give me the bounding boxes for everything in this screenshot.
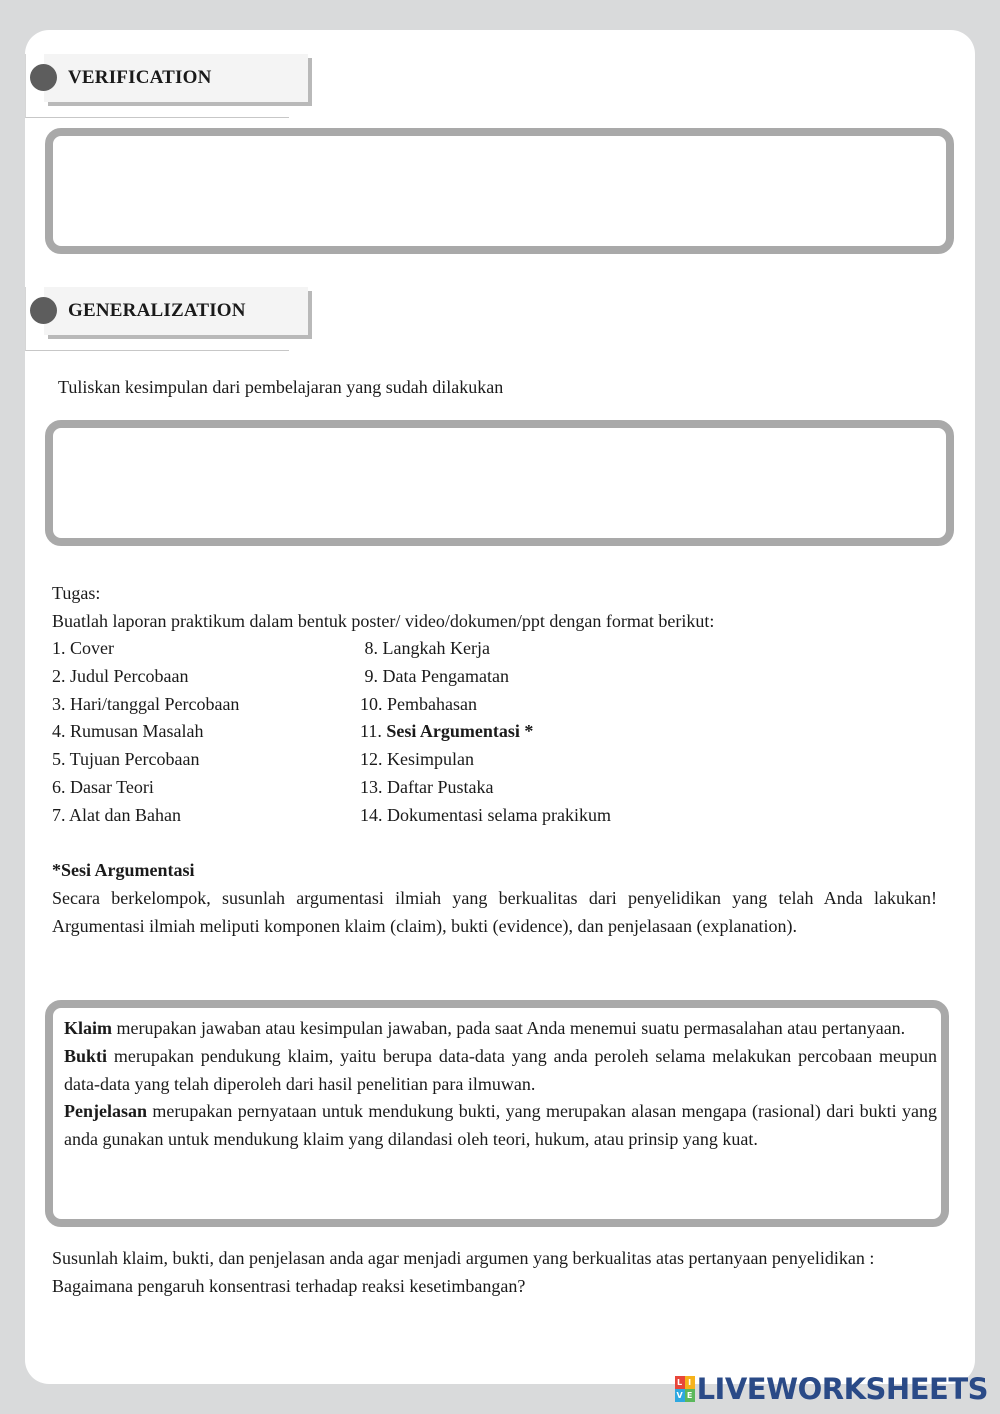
tugas-block <box>52 580 942 636</box>
list-item-11 <box>360 718 611 746</box>
generalization-header <box>25 287 315 351</box>
section-title: GENERALIZATION <box>68 300 246 321</box>
penjelasan-text: merupakan pernyataan untuk mendukung bukti, yang merupakan alasan mengapa (rasional) dari bukti yang anda gunakan untuk mendukung klaim yang dilandasi oleh teori, hukum, atau prinsip yang kuat. <box>64 1101 937 1150</box>
badge-letter: L <box>675 1376 685 1389</box>
list-item: 8. Langkah Kerja <box>360 638 490 658</box>
list-item: 1. Cover <box>52 638 114 658</box>
live-badge-icon <box>675 1376 695 1402</box>
list-item: 5. Tujuan Percobaan <box>52 749 200 770</box>
bullet-dot-icon <box>30 297 57 324</box>
list-item: 7. Alat dan Bahan <box>52 804 181 825</box>
section-title: VERIFICATION <box>68 67 212 88</box>
verification-header <box>25 54 315 118</box>
list-item: 9. Data Pengamatan <box>360 665 509 686</box>
verification-answer-box[interactable] <box>45 128 954 254</box>
tugas-intro: Buatlah laporan praktikum dalam bentuk poster/ video/dokumen/ppt dengan format berikut: <box>52 610 715 631</box>
badge-letter: V <box>676 1391 683 1400</box>
format-list-left <box>52 635 239 830</box>
badge-letter: E <box>685 1389 695 1402</box>
list-item: 12. Kesimpulan <box>360 749 474 770</box>
penjelasan-term: Penjelasan <box>64 1101 147 1122</box>
badge-letter: I <box>685 1376 695 1389</box>
list-item-number: 11. <box>360 721 387 742</box>
list-item: 6. Dasar Teori <box>52 776 154 797</box>
klaim-definition <box>64 1015 937 1043</box>
tugas-heading: Tugas: <box>52 583 101 603</box>
bullet-dot-icon <box>30 64 57 91</box>
list-item: 4. Rumusan Masalah <box>52 721 204 742</box>
bukti-text: merupakan pendukung klaim, yaitu berupa data-data yang anda peroleh selama melakukan percobaan meupun data-data yang telah diperoleh dari hasil penelitian para ilmuwan. <box>64 1045 937 1094</box>
list-item: 13. Daftar Pustaka <box>360 776 494 797</box>
format-list-right <box>360 635 611 830</box>
list-item-bold: Sesi Argumentasi * <box>386 721 534 742</box>
generalization-answer-box[interactable] <box>45 420 954 546</box>
penjelasan-definition <box>64 1098 937 1154</box>
list-item: 10. Pembahasan <box>360 693 477 714</box>
liveworksheets-logo[interactable] <box>675 1371 988 1407</box>
klaim-term: Klaim <box>64 1018 112 1038</box>
list-item: 14. Dokumentasi selama prakikum <box>360 804 611 825</box>
closing-block <box>52 1245 937 1301</box>
list-item: 2. Judul Percobaan <box>52 665 189 686</box>
klaim-text: merupakan jawaban atau kesimpulan jawaban, pada saat Anda menemui suatu permasalahan atau pertanyaan. <box>112 1018 906 1038</box>
definitions-box <box>45 1000 949 1227</box>
list-item: 3. Hari/tanggal Percobaan <box>52 693 240 714</box>
argumentasi-block <box>52 857 937 940</box>
bukti-term: Bukti <box>64 1045 108 1066</box>
logo-text: LIVEWORKSHEETS <box>696 1372 988 1406</box>
generalization-instruction: Tuliskan kesimpulan dari pembelajaran yang sudah dilakukan <box>58 377 504 397</box>
closing-question: Bagaimana pengaruh konsentrasi terhadap reaksi kesetimbangan? <box>52 1275 526 1296</box>
argumentasi-heading: *Sesi Argumentasi <box>52 860 195 880</box>
argumentasi-body: Secara berkelompok, susunlah argumentasi ilmiah yang berkualitas dari penyelidikan yang telah Anda lakukan! Argumentasi ilmiah meliputi komponen klaim (claim), bukti (evidence), dan penjelasaan (explanation). <box>52 887 937 936</box>
closing-instruction: Susunlah klaim, bukti, dan penjelasan anda agar menjadi argumen yang berkualitas atas pertanyaan penyelidikan : <box>52 1248 875 1268</box>
bukti-definition <box>64 1043 937 1099</box>
